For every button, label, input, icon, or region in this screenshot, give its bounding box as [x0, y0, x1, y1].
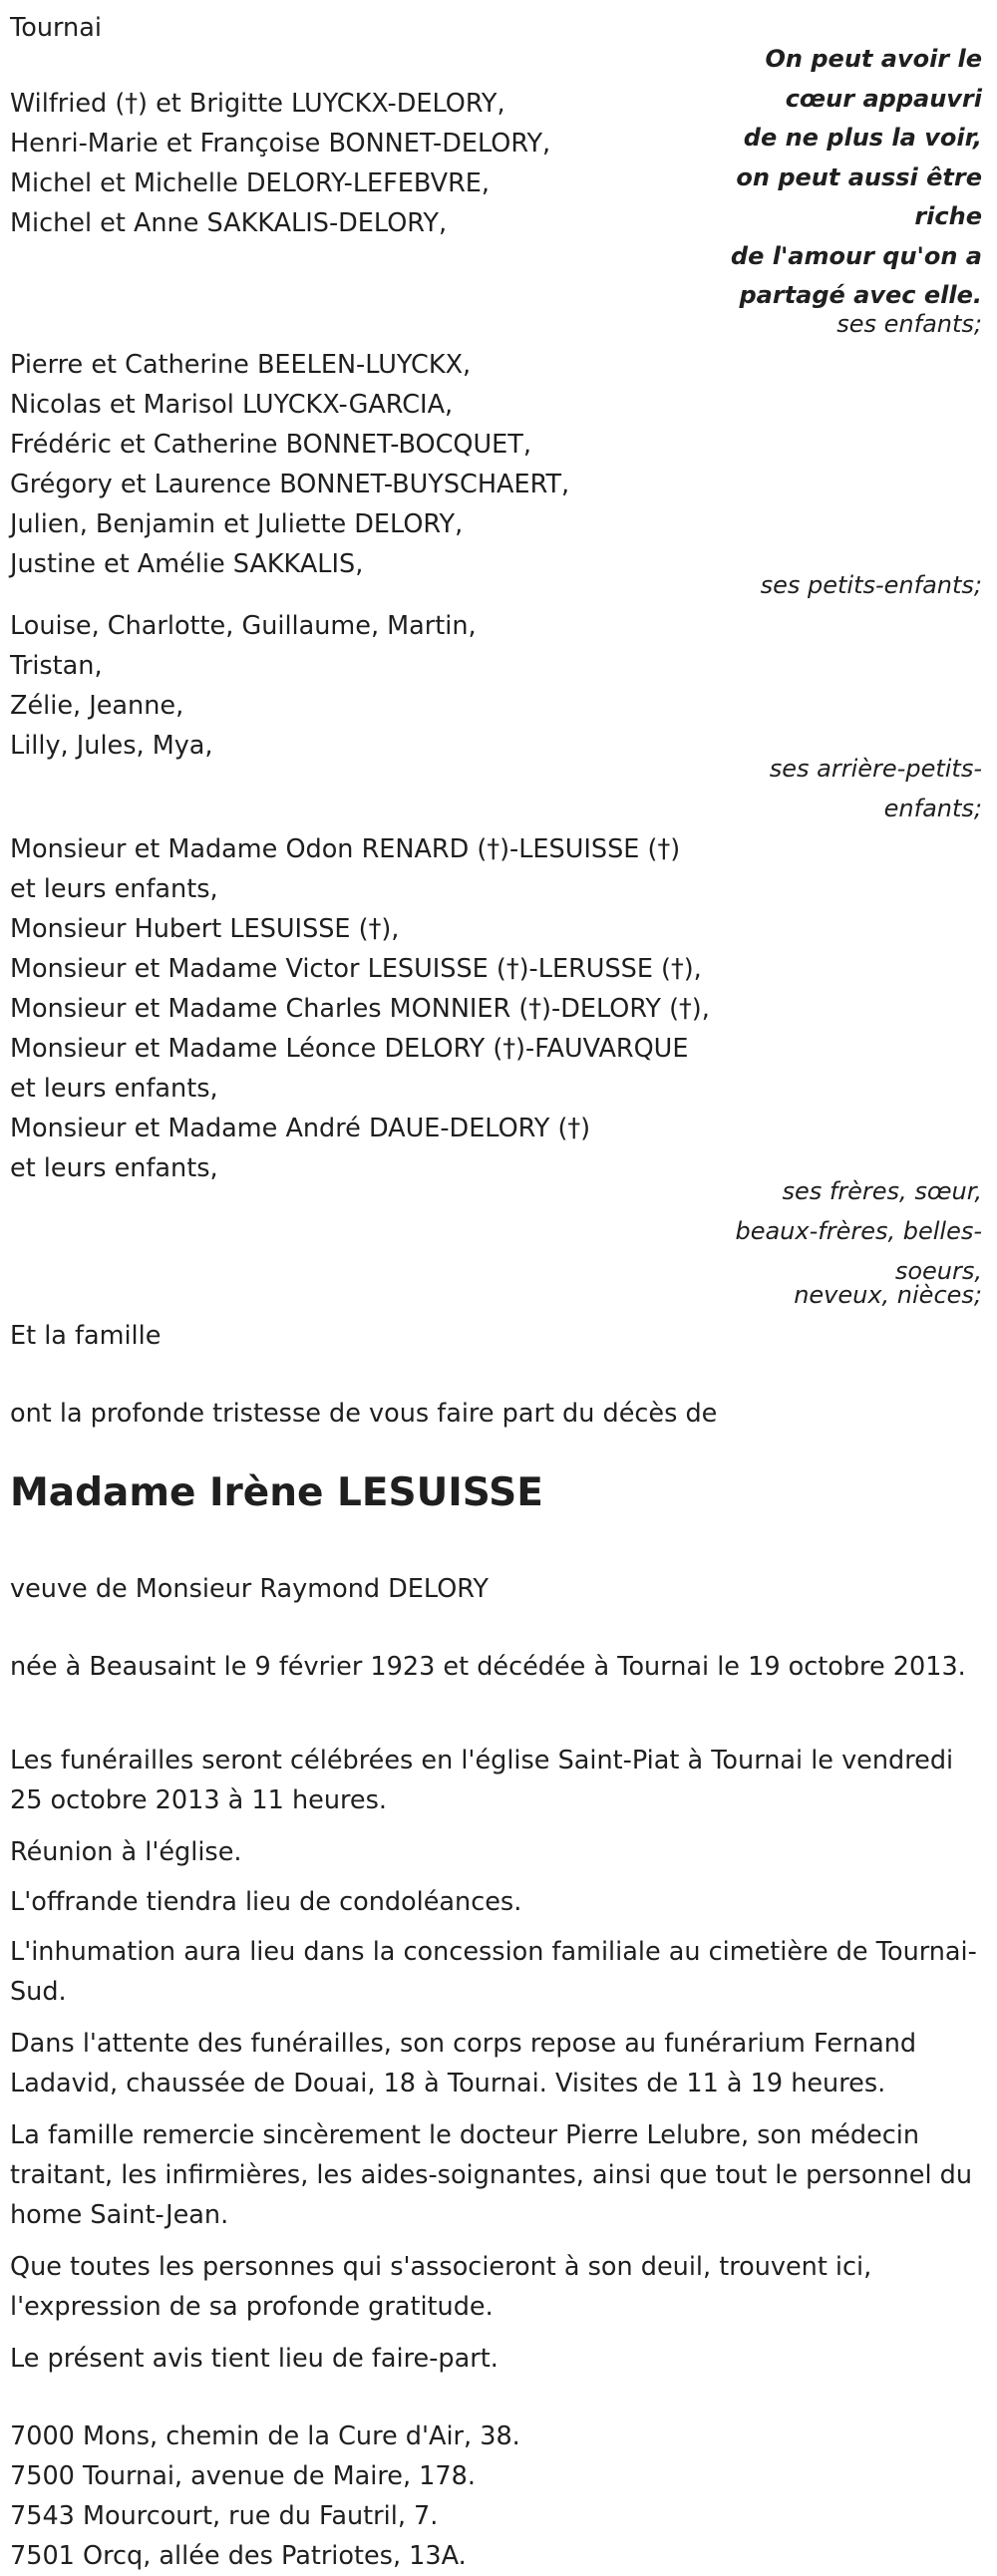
announcement: ont la profonde tristesse de vous faire part du décès de	[10, 1399, 718, 1429]
city-heading: Tournai	[10, 13, 102, 43]
quote-line: de ne plus la voir,	[743, 124, 982, 152]
offering-paragraph: L'offrande tiendra lieu de condoléances.	[10, 1887, 522, 1917]
sibling-entry: Monsieur et Madame Victor LESUISSE (†)-LERUSSE (†),	[10, 954, 702, 984]
memorial-quote	[731, 40, 982, 316]
child-couple: Michel et Michelle DELORY-LEFEBVRE,	[10, 168, 491, 198]
thanks-paragraph: La famille remercie sincèrement le docteur Pierre Lelubre, son médecin traitant, les infirmières, les aides-soignantes, ainsi que tout le personnel du home Saint-Jean.	[10, 2120, 972, 2230]
grandchild-entry: Grégory et Laurence BONNET-BUYSCHAERT,	[10, 470, 570, 499]
great-grandchildren-role-line: enfants;	[883, 795, 982, 822]
grandchild-entry: Nicolas et Marisol LUYCKX-GARCIA,	[10, 390, 454, 420]
address-line: 7500 Tournai, avenue de Maire, 178.	[10, 2461, 476, 2491]
grandchild-entry: Justine et Amélie SAKKALIS,	[10, 549, 364, 579]
grandchild-entry: Frédéric et Catherine BONNET-BOCQUET,	[10, 430, 531, 460]
great-grandchild-entry: Tristan,	[10, 651, 103, 681]
gratitude-paragraph: Que toutes les personnes qui s'associeront à son deuil, trouvent ici, l'expression de sa profonde gratitude.	[10, 2252, 872, 2322]
grandchild-entry: Julien, Benjamin et Juliette DELORY,	[10, 509, 464, 539]
meeting-paragraph: Réunion à l'église.	[10, 1837, 242, 1867]
grandchildren-role: ses petits-enfants;	[760, 571, 982, 599]
quote-line: partagé avec elle.	[739, 281, 982, 309]
sibling-entry: Monsieur et Madame Léonce DELORY (†)-FAUVARQUE	[10, 1034, 689, 1064]
quote-line: cœur appauvri	[785, 84, 982, 113]
great-grandchildren-role-line: ses arrière-petits-	[769, 755, 982, 783]
sibling-entry: Monsieur et Madame Charles MONNIER (†)-DELORY (†),	[10, 994, 710, 1024]
sibling-entry: et leurs enfants,	[10, 1074, 218, 1104]
address-line: 7501 Orcq, allée des Patriotes, 13A.	[10, 2541, 467, 2571]
address-line: 7543 Mourcourt, rue du Fautril, 7.	[10, 2501, 439, 2531]
children-role: ses enfants;	[836, 310, 982, 338]
quote-line: on peut aussi être	[736, 162, 982, 191]
grandchild-entry: Pierre et Catherine BEELEN-LUYCKX,	[10, 350, 472, 380]
address-line: 7000 Mons, chemin de la Cure d'Air, 38.	[10, 2421, 520, 2451]
quote-line: de l'amour qu'on a	[730, 241, 982, 270]
sibling-entry: et leurs enfants,	[10, 874, 218, 904]
sibling-entry: Monsieur Hubert LESUISSE (†),	[10, 914, 400, 944]
widow-of: veuve de Monsieur Raymond DELORY	[10, 1574, 489, 1604]
notice-paragraph: Le présent avis tient lieu de faire-part.	[10, 2344, 498, 2374]
great-grandchild-entry: Zélie, Jeanne,	[10, 691, 184, 721]
burial-paragraph: L'inhumation aura lieu dans la concession familiale au cimetière de Tournai-Sud.	[10, 1937, 977, 2007]
great-grandchild-entry: Louise, Charlotte, Guillaume, Martin,	[10, 611, 477, 641]
siblings-role-line: beaux-frères, belles-	[735, 1217, 982, 1245]
sibling-entry: Monsieur et Madame André DAUE-DELORY (†)	[10, 1114, 591, 1143]
deceased-name: Madame Irène LESUISSE	[10, 1470, 543, 1515]
siblings-role-line: soeurs,	[894, 1257, 982, 1285]
family-line: Et la famille	[10, 1321, 162, 1351]
sibling-entry: Monsieur et Madame Odon RENARD (†)-LESUISSE (†)	[10, 834, 681, 864]
great-grandchild-entry: Lilly, Jules, Mya,	[10, 731, 213, 761]
sibling-entry: et leurs enfants,	[10, 1153, 218, 1183]
funeral-paragraph: Les funérailles seront célébrées en l'église Saint-Piat à Tournai le vendredi 25 octobre 2013 à 11 heures.	[10, 1746, 954, 1815]
child-couple: Wilfried (†) et Brigitte LUYCKX-DELORY,	[10, 89, 505, 119]
siblings-role-line: neveux, nièces;	[794, 1281, 982, 1309]
quote-line: riche	[914, 202, 982, 230]
quote-line: On peut avoir le	[765, 45, 982, 73]
birth-death-paragraph: née à Beausaint le 9 février 1923 et décédée à Tournai le 19 octobre 2013.	[10, 1652, 966, 1682]
siblings-role-line: ses frères, sœur,	[782, 1177, 982, 1205]
viewing-paragraph: Dans l'attente des funérailles, son corps repose au funérarium Fernand Ladavid, chaussée de Douai, 18 à Tournai. Visites de 11 à 19 heures.	[10, 2029, 917, 2098]
child-couple: Michel et Anne SAKKALIS-DELORY,	[10, 208, 448, 238]
child-couple: Henri-Marie et Françoise BONNET-DELORY,	[10, 129, 551, 159]
